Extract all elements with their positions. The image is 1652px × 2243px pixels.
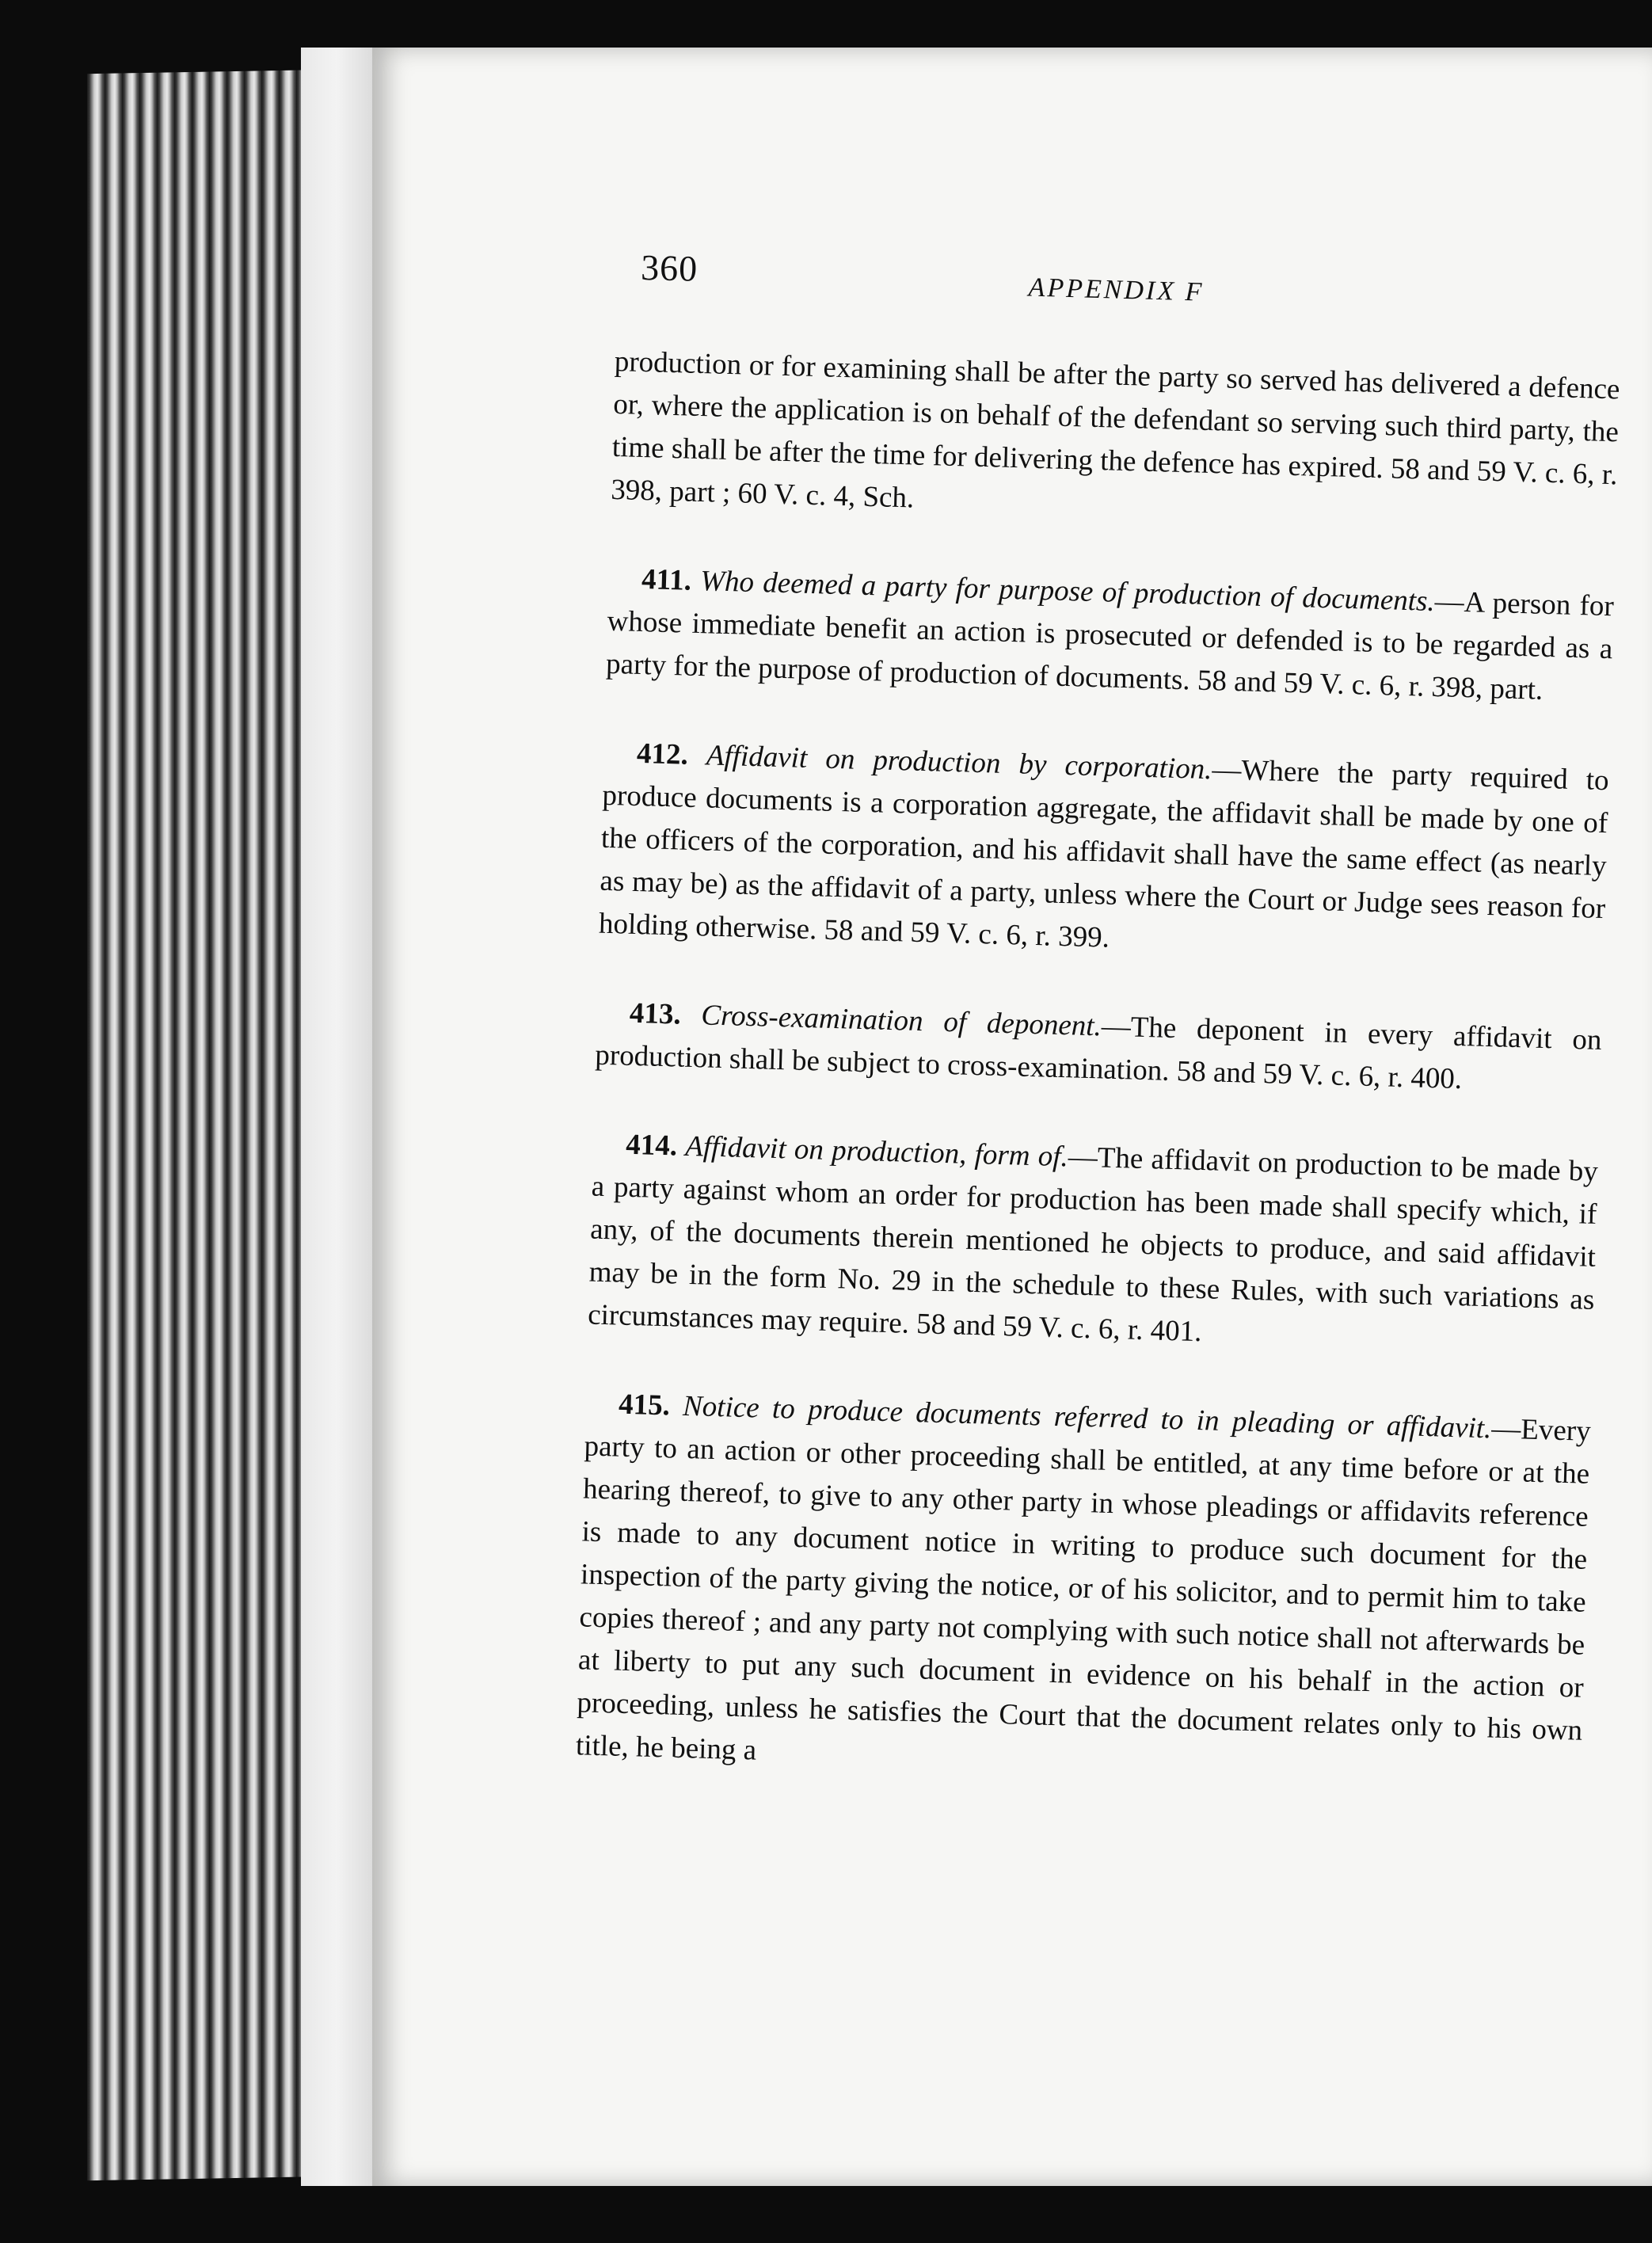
rule-411 [605,558,1614,714]
rule-title: Affidavit on production, form of. [684,1129,1069,1174]
rule-title: Cross-examination of deponent. [700,999,1102,1043]
rule-text: —Every party to an action or other proceeding shall be entitled, at any time before or at the hearing thereof, to give to any other party in whose pleadings or affidavits reference is made to any document notice in writing to produce such document for the inspection of the party giving the notice, or of his solicitor, and to permit him to take copies thereof ; and any party not complying with such notice shall not afterwards be at liberty to put any such document in evidence on his behalf in the action or proceeding, unless he satisfies the Court that the document relates only to his own title, he being a [575,1412,1592,1767]
rule-text: —A person for whose immediate benefit an action is prosecuted or defended is to be regarded as a party for the purpose of production of documents. 58 and 59 V. c. 6, r. 398, part. [605,585,1615,706]
rule-number: 415. [618,1388,671,1422]
page-text-block [574,246,1623,1841]
continuation-paragraph: production or for examining shall be after the party so served has delivered a defence or, where the application is on behalf of the defendant so serving such third party, the time shall be after the time for delivering the defence has expired. 58 and 59 V. c. 6, r. 398, part ; 60 V. c. 4, Sch. [610,345,1620,515]
rule-number: 412. [636,737,689,771]
rule-title: Notice to produce documents referred to in pleading or affidavit. [682,1389,1492,1445]
running-head: APPENDIX F [1028,272,1205,307]
page-number: 360 [640,246,698,289]
rule-text: —The affidavit on production to be made by a party against whom an order for production has been made shall specify which, if any, of the documents therein mentioned he objects to produce, and said affidavit may be in the form No. 29 in the schedule to these Rules, with such variations as circumstances may require. 58 and 59 V. c. 6, r. 401. [587,1141,1599,1349]
rule-413 [595,992,1603,1105]
book-gutter [301,48,372,2186]
rule-text: —Where the party required to produce documents is a corporation aggregate, the affidavit shall be made by one of the officers of the corporation, and his affidavit shall have the same effect (as nearly as may be) as the affidavit of a party, unless where the Court or Judge sees reason for holding otherwise. 58 and 59 V. c. 6, r. 399. [598,753,1610,954]
rule-415 [575,1382,1591,1795]
rule-text: —The deponent in every affidavit on production shall be subject to cross-examination. 58 and 59 V. c. 6, r. 400. [594,1010,1603,1096]
rule-number: 411. [641,563,692,597]
rule-title: Who deemed a party for purpose of production of documents. [699,565,1436,618]
rule-414 [588,1123,1599,1365]
rule-412 [598,732,1609,973]
rule-number: 413. [629,996,682,1031]
rule-number: 414. [625,1128,678,1163]
rule-title: Affidavit on production by corporation. [706,739,1213,786]
